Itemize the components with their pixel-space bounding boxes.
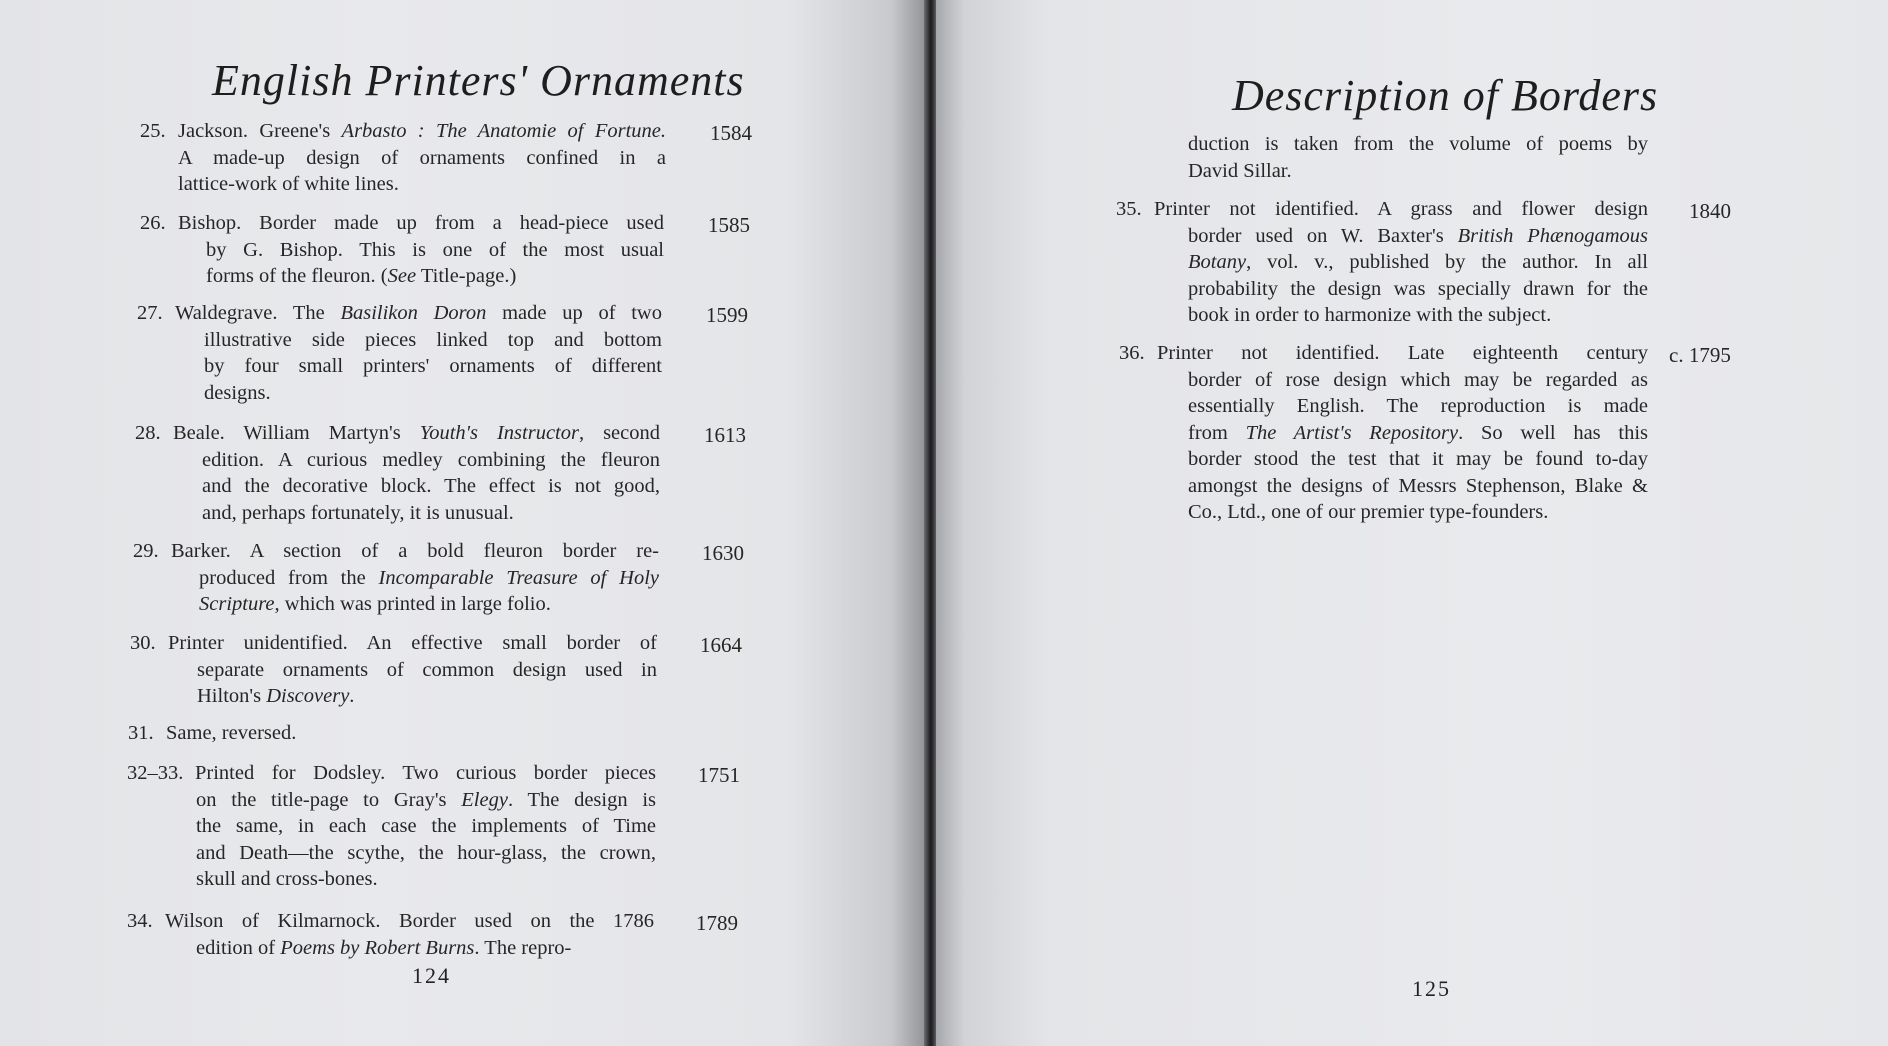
entry-line (1157, 340, 1648, 367)
entry-text: Co., Ltd., one of our premier type-founders. (1188, 501, 1549, 523)
entry-number: 27. (137, 302, 163, 324)
entry-line (175, 300, 662, 327)
list-item (1119, 340, 1731, 526)
list-item (140, 210, 750, 290)
entry-line (202, 473, 660, 500)
entry-line (1188, 276, 1648, 303)
entry-line (196, 813, 656, 840)
entry-line (204, 327, 662, 354)
entry-text: A made-up design of ornaments confined in a (178, 146, 666, 169)
entry-line (178, 145, 666, 172)
entry-text: border used on W. Baxter's (1188, 224, 1458, 247)
entry-text: from (1188, 421, 1246, 444)
entry-line (1188, 499, 1648, 526)
entry-text: illustrative side pieces linked top and bottom (204, 328, 662, 351)
entry-text: Barker. A section of a bold fleuron border re- (171, 540, 659, 562)
entry-text: lattice-work of white lines. (178, 173, 399, 195)
entry-text: duction is taken from the volume of poems by (1188, 133, 1648, 155)
italic-title: Discovery (266, 685, 350, 707)
entry-text: Printed for Dodsley. Two curious border pieces (195, 762, 656, 784)
entry-number: 30. (130, 632, 156, 654)
entry-text: Bishop. Border made up from a head-piece used (178, 212, 664, 234)
entry-line (165, 908, 654, 935)
entry-text: Printer not identified. Late eighteenth century (1157, 342, 1648, 364)
entry-text: Same, reversed. (166, 722, 297, 744)
entry-text: . So well has this (1458, 421, 1648, 444)
entry-text: , which was printed in large folio. (274, 593, 551, 615)
entry-text: Waldegrave. The (175, 302, 341, 324)
entry-text: Printer unidentified. An effective small border of (168, 632, 657, 654)
entry-text: edition. A curious medley combining the fleuron (202, 448, 660, 471)
entry-text: border of rose design which may be regarded as (1188, 368, 1648, 391)
entry-text: skull and cross-bones. (196, 868, 378, 890)
entry-line (1188, 249, 1648, 276)
entry-text: separate ornaments of common design used in (197, 658, 657, 681)
entry-text: the same, in each case the implements of Time (196, 815, 656, 837)
entry-line (168, 630, 657, 657)
entry-line (1188, 473, 1648, 500)
list-item (127, 760, 740, 893)
entry-text: designs. (204, 381, 271, 404)
entry-line (1188, 367, 1648, 394)
list-item (133, 538, 744, 618)
entry-line (196, 787, 656, 814)
entry-line (1188, 393, 1648, 420)
entry-text: David Sillar. (1188, 159, 1292, 182)
entry-line (171, 538, 659, 565)
list-item (1188, 131, 1648, 184)
list-item (1116, 196, 1731, 329)
italic-title: British Phænogamous (1457, 224, 1648, 247)
entry-year: 1751 (698, 763, 740, 787)
entry-line (202, 447, 660, 474)
italic-title: Botany (1188, 251, 1247, 273)
entry-text: probability the design was specially drawn for the (1188, 277, 1648, 300)
list-item (128, 720, 588, 747)
entry-line (196, 935, 654, 962)
italic-title: Poems by Robert Burns (280, 936, 475, 959)
entry-text: , second (578, 422, 660, 444)
entry-line (178, 171, 666, 198)
entry-year: 1630 (702, 541, 744, 565)
italic-title: Scripture (199, 593, 275, 615)
entry-number: 29. (133, 540, 159, 562)
entry-line (206, 237, 664, 264)
entry-year: c. 1795 (1669, 343, 1731, 367)
italic-title: Elegy (461, 788, 508, 811)
list-item (130, 630, 742, 710)
entry-text: . The repro- (474, 936, 572, 959)
entry-text: Title-page.) (416, 265, 517, 287)
entry-line (197, 683, 657, 710)
entry-line (199, 565, 659, 592)
entry-text: essentially English. The reproduction is made (1188, 395, 1648, 417)
entry-line (1188, 131, 1648, 158)
entry-line (196, 866, 656, 893)
entry-text: Hilton's (197, 685, 267, 707)
entry-line (206, 263, 664, 290)
entry-line (1188, 446, 1648, 473)
italic-title: Youth's Instructor (419, 422, 579, 444)
entry-number: 26. (140, 212, 166, 234)
entry-text: book in order to harmonize with the subject. (1188, 304, 1552, 326)
entry-year: 1585 (708, 213, 750, 237)
entry-text: forms of the fleuron. ( (206, 265, 388, 287)
entry-year: 1584 (710, 121, 752, 145)
page-header: English Printers' Ornaments (212, 56, 745, 105)
entry-year: 1789 (696, 911, 738, 935)
entry-text: made up of two (486, 302, 662, 324)
italic-title: The Artist's Repository (1245, 421, 1459, 444)
entry-line (202, 500, 660, 527)
entry-year: 1664 (700, 633, 742, 657)
entry-number: 31. (128, 722, 154, 744)
list-item (137, 300, 748, 406)
entry-text: produced from the (199, 566, 379, 589)
entry-text: by four small printers' ornaments of different (204, 355, 662, 377)
left-page (0, 0, 928, 1046)
entry-number: 34. (127, 910, 153, 932)
entry-text: Beale. William Martyn's (173, 422, 420, 444)
list-item (135, 420, 746, 526)
entry-line (1188, 158, 1648, 185)
right-page (936, 0, 1888, 1046)
entry-text: on the title-page to Gray's (196, 788, 462, 811)
entry-number: 28. (135, 422, 161, 444)
entry-line (197, 657, 657, 684)
entry-text: Jackson. Greene's (178, 120, 342, 142)
entry-year: 1613 (704, 423, 746, 447)
italic-title: See (387, 265, 417, 287)
entry-text: , vol. v., published by the author. In all (1246, 251, 1648, 273)
entry-number: 36. (1119, 342, 1145, 364)
entry-text: edition of (196, 936, 281, 959)
entry-number: 25. (140, 120, 166, 142)
page-header: Description of Borders (1232, 71, 1659, 120)
italic-title: Arbasto : The Anatomie of Fortune. (341, 120, 666, 142)
list-item (127, 908, 738, 961)
entry-text: and the decorative block. The effect is not good, (202, 475, 660, 497)
list-item (140, 118, 752, 198)
entry-line (1154, 196, 1648, 223)
entry-line (178, 118, 666, 145)
entry-line (196, 840, 656, 867)
entry-text: amongst the designs of Messrs Stephenson, Blake & (1188, 474, 1648, 497)
entry-number: 35. (1116, 198, 1142, 220)
page-number: 124 (412, 963, 451, 988)
entry-number: 32–33. (127, 762, 184, 784)
entry-line (173, 420, 660, 447)
entry-text: and Death—the scythe, the hour-glass, the crown, (196, 841, 656, 864)
entry-line (204, 380, 662, 407)
entry-text: . (349, 685, 355, 707)
entry-text: Wilson of Kilmarnock. Border used on the 1786 (165, 910, 654, 932)
entry-text: . The design is (507, 788, 657, 811)
entry-year: 1840 (1689, 199, 1731, 223)
entry-line (204, 353, 662, 380)
italic-title: Basilikon Doron (340, 302, 487, 324)
entry-line (199, 591, 659, 618)
entry-text: by G. Bishop. This is one of the most usual (206, 238, 664, 261)
page-number: 125 (1412, 976, 1451, 1001)
entry-line (166, 720, 588, 747)
entry-text: border stood the test that it may be found to-day (1188, 448, 1648, 470)
entry-year: 1599 (706, 303, 748, 327)
entry-line (1188, 420, 1648, 447)
italic-title: Incomparable Treasure of Holy (378, 566, 659, 589)
entry-line (195, 760, 656, 787)
entry-line (178, 210, 664, 237)
entry-line (1188, 223, 1648, 250)
entry-line (1188, 302, 1648, 329)
entry-text: and, perhaps fortunately, it is unusual. (202, 501, 514, 524)
entry-text: Printer not identified. A grass and flower design (1154, 198, 1648, 220)
